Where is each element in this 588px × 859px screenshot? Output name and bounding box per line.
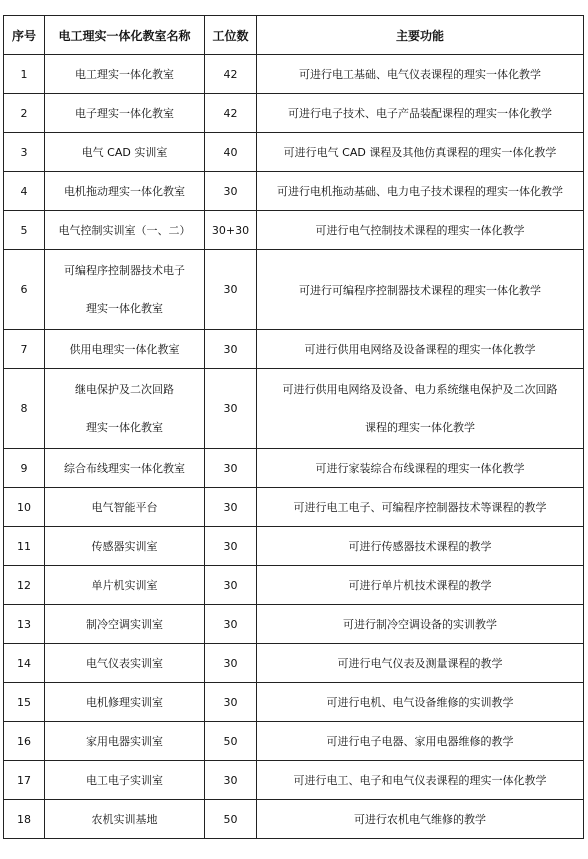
cell-room-name <box>45 722 205 761</box>
cell-function <box>257 722 584 761</box>
cell-seats: 30 <box>205 330 257 369</box>
cell-room-name <box>45 527 205 566</box>
room-name-line: 继电保护及二次回路 <box>75 382 174 396</box>
cell-function <box>257 449 584 488</box>
cell-seats: 30 <box>205 644 257 683</box>
function-line: 可进行电气控制技术课程的理实一体化教学 <box>315 224 525 237</box>
cell-room-name <box>45 488 205 527</box>
cell-number: 4 <box>4 172 45 211</box>
cell-room-name <box>45 761 205 800</box>
cell-seats: 30 <box>205 683 257 722</box>
cell-number: 9 <box>4 449 45 488</box>
room-name-line: 电机修理实训室 <box>86 696 163 709</box>
room-name-line: 综合布线理实一体化教室 <box>64 462 185 475</box>
table-row <box>4 330 584 369</box>
function-line: 可进行农机电气维修的教学 <box>354 813 486 826</box>
cell-number: 1 <box>4 55 45 94</box>
cell-room-name <box>45 566 205 605</box>
function-line: 可进行电子技术、电子产品装配课程的理实一体化教学 <box>288 107 552 120</box>
table-row <box>4 488 584 527</box>
cell-room-name <box>45 683 205 722</box>
room-name-line: 电工理实一体化教室 <box>75 68 174 81</box>
cell-seats: 50 <box>205 800 257 839</box>
cell-room-name <box>45 55 205 94</box>
table-row <box>4 94 584 133</box>
cell-function <box>257 527 584 566</box>
function-line: 可进行家装综合布线课程的理实一体化教学 <box>315 462 525 475</box>
room-name-line: 理实一体化教室 <box>86 301 163 315</box>
table-row <box>4 133 584 172</box>
room-name-line: 电气 CAD 实训室 <box>81 146 168 159</box>
room-name-line: 农机实训基地 <box>91 813 158 826</box>
room-name-line: 传感器实训室 <box>91 540 158 553</box>
table-row <box>4 722 584 761</box>
cell-function <box>257 605 584 644</box>
function-line: 可进行电工、电子和电气仪表课程的理实一体化教学 <box>293 774 547 787</box>
table-row <box>4 605 584 644</box>
table-row <box>4 566 584 605</box>
function-line: 可进行电子电器、家用电器维修的教学 <box>326 735 514 748</box>
cell-seats: 42 <box>205 55 257 94</box>
cell-function <box>257 250 584 330</box>
cell-room-name <box>45 605 205 644</box>
function-line: 可进行制冷空调设备的实训教学 <box>343 618 497 631</box>
cell-function <box>257 133 584 172</box>
cell-room-name <box>45 250 205 330</box>
cell-room-name <box>45 330 205 369</box>
cell-room-name <box>45 369 205 449</box>
room-name-line: 电气控制实训室（一、二） <box>58 224 191 237</box>
header-function: 主要功能 <box>257 16 584 55</box>
cell-seats: 30 <box>205 449 257 488</box>
cell-function <box>257 488 584 527</box>
table-header <box>4 16 584 55</box>
room-name-line: 电子理实一体化教室 <box>75 107 174 120</box>
cell-room-name <box>45 211 205 250</box>
cell-seats: 30 <box>205 250 257 330</box>
cell-function <box>257 566 584 605</box>
cell-number: 6 <box>4 250 45 330</box>
room-name-line: 电气智能平台 <box>91 501 158 514</box>
function-line: 可进行电工基础、电气仪表课程的理实一体化教学 <box>299 68 541 81</box>
cell-seats: 30 <box>205 172 257 211</box>
table-row <box>4 369 584 449</box>
cell-number: 17 <box>4 761 45 800</box>
room-name-line: 电工电子实训室 <box>86 774 163 787</box>
cell-function <box>257 369 584 449</box>
function-line: 可进行电工电子、可编程序控制器技术等课程的教学 <box>293 501 547 514</box>
cell-room-name <box>45 644 205 683</box>
table-row <box>4 172 584 211</box>
cell-number: 16 <box>4 722 45 761</box>
function-line: 可进行电气仪表及测量课程的教学 <box>337 657 503 670</box>
table-row <box>4 211 584 250</box>
cell-number: 5 <box>4 211 45 250</box>
cell-number: 8 <box>4 369 45 449</box>
table-row <box>4 55 584 94</box>
cell-function <box>257 55 584 94</box>
cell-seats: 42 <box>205 94 257 133</box>
cell-number: 15 <box>4 683 45 722</box>
cell-number: 11 <box>4 527 45 566</box>
room-name-line: 可编程序控制器技术电子 <box>64 263 185 277</box>
cell-number: 13 <box>4 605 45 644</box>
cell-room-name <box>45 133 205 172</box>
cell-seats: 30 <box>205 488 257 527</box>
cell-room-name <box>45 172 205 211</box>
table-row <box>4 250 584 330</box>
table-row <box>4 644 584 683</box>
header-number: 序号 <box>4 16 45 55</box>
room-name-line: 单片机实训室 <box>91 579 158 592</box>
cell-seats: 30+30 <box>205 211 257 250</box>
cell-number: 14 <box>4 644 45 683</box>
cell-seats: 30 <box>205 761 257 800</box>
cell-seats: 50 <box>205 722 257 761</box>
table-row <box>4 800 584 839</box>
cell-function <box>257 644 584 683</box>
table-row <box>4 527 584 566</box>
table-row <box>4 449 584 488</box>
function-line: 可进行可编程序控制器技术课程的理实一体化教学 <box>299 283 541 297</box>
cell-function <box>257 800 584 839</box>
training-room-table <box>3 15 584 839</box>
cell-seats: 30 <box>205 369 257 449</box>
cell-seats: 30 <box>205 527 257 566</box>
function-line: 可进行单片机技术课程的教学 <box>348 579 492 592</box>
cell-function <box>257 211 584 250</box>
function-line: 可进行电机、电气设备维修的实训教学 <box>326 696 514 709</box>
header-row <box>4 16 584 55</box>
function-line: 可进行供用电网络及设备、电力系统继电保护及二次回路 <box>282 382 558 396</box>
cell-seats: 30 <box>205 605 257 644</box>
cell-function <box>257 330 584 369</box>
function-line: 可进行电机拖动基础、电力电子技术课程的理实一体化教学 <box>277 185 563 198</box>
cell-room-name <box>45 800 205 839</box>
table-body <box>4 55 584 839</box>
cell-number: 7 <box>4 330 45 369</box>
header-seats: 工位数 <box>205 16 257 55</box>
cell-number: 2 <box>4 94 45 133</box>
table-row <box>4 683 584 722</box>
room-name-line: 电机拖动理实一体化教室 <box>64 185 185 198</box>
room-name-line: 理实一体化教室 <box>86 420 163 434</box>
table-row <box>4 761 584 800</box>
function-line: 可进行传感器技术课程的教学 <box>348 540 492 553</box>
cell-function <box>257 683 584 722</box>
cell-number: 18 <box>4 800 45 839</box>
room-name-line: 家用电器实训室 <box>86 735 163 748</box>
cell-room-name <box>45 94 205 133</box>
cell-room-name <box>45 449 205 488</box>
function-line: 可进行电气 CAD 课程及其他仿真课程的理实一体化教学 <box>283 146 557 159</box>
room-name-line: 电气仪表实训室 <box>86 657 163 670</box>
cell-function <box>257 94 584 133</box>
room-name-line: 制冷空调实训室 <box>86 618 163 631</box>
function-line: 可进行供用电网络及设备课程的理实一体化教学 <box>304 343 536 356</box>
cell-number: 12 <box>4 566 45 605</box>
room-name-line: 供用电理实一体化教室 <box>69 343 180 356</box>
cell-function <box>257 761 584 800</box>
cell-seats: 40 <box>205 133 257 172</box>
cell-seats: 30 <box>205 566 257 605</box>
header-room-name: 电工理实一体化教室名称 <box>45 16 205 55</box>
function-line: 课程的理实一体化教学 <box>365 420 475 434</box>
cell-function <box>257 172 584 211</box>
cell-number: 10 <box>4 488 45 527</box>
cell-number: 3 <box>4 133 45 172</box>
